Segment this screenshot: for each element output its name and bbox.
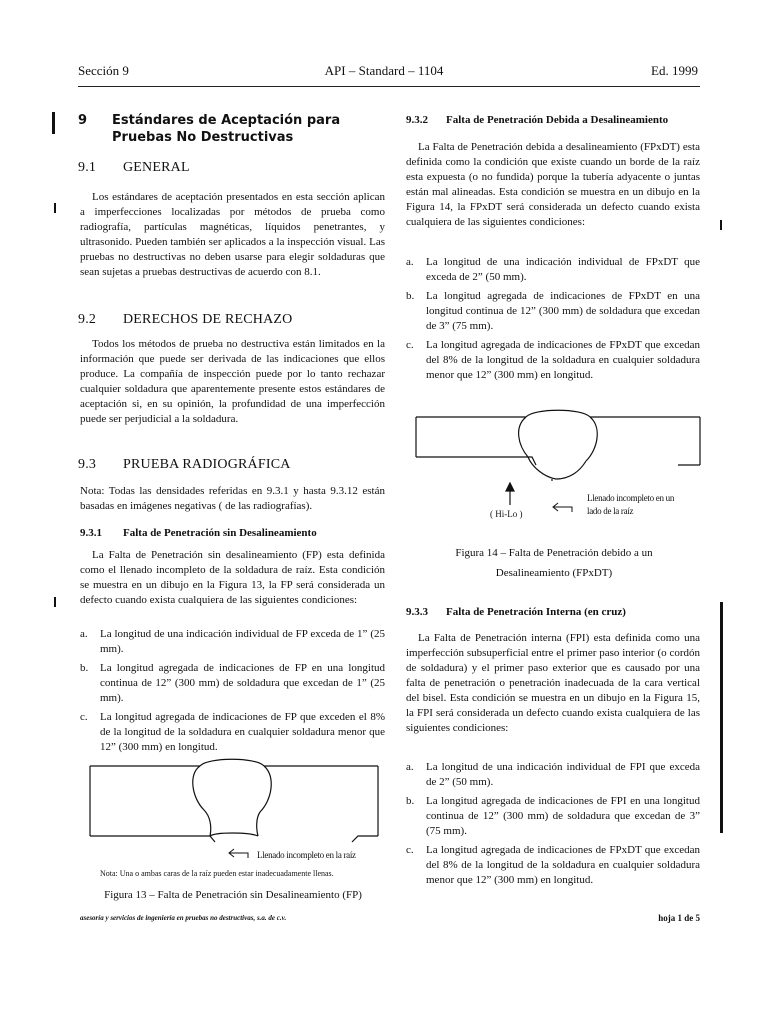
s932-text: La Falta de Penetración debida a desalineamiento (FPxDT) esta definida como la condición que existe cuando un borde de la raíz esta expuesta (o no fundida) porque la tubería adyacente o juntas están mal alineadas. Esta condición se muestra en un dibujo en la Figura 14, la FPxDT será considerada un defecto cuando exista cualquiera de las siguientes condiciones: (406, 141, 700, 228)
fig14-caption (404, 543, 704, 583)
fig13-label: Llenado incompleto en la raíz (257, 850, 356, 860)
fig14-label-line-2: lado de la raíz (587, 506, 634, 516)
item-marker: a. (80, 628, 88, 640)
main-title-line-2: Pruebas No Destructivas (112, 130, 294, 145)
s91-title: GENERAL (123, 160, 190, 175)
item-marker: a. (406, 761, 414, 773)
list-item (406, 843, 700, 888)
list-item (406, 794, 700, 839)
revision-bar (720, 602, 723, 833)
list-item (80, 661, 385, 706)
s93-note-text: Nota: Todas las densidades referidas en 9.3.1 y hasta 9.3.12 están basadas en imágenes negativas ( de las radiografías). (80, 485, 385, 512)
item-marker: b. (406, 795, 415, 807)
main-title-line-1: Estándares de Aceptación para (112, 113, 341, 128)
item-text: La longitud agregada de indicaciones de FPI en una longitud continua de 12” (300 mm) de soldadura que excedan de 3” (75 mm). (426, 795, 700, 837)
s931-paragraph (80, 548, 385, 608)
s93-number: 9.3 (78, 457, 97, 472)
main-section-number: 9 (78, 113, 88, 128)
header-edition: Ed. 1999 (651, 63, 698, 78)
arrow-icon (229, 849, 248, 858)
s92-text: Todos los métodos de prueba no destructiva están limitados en la información que puede ser derivada de las indicaciones que ellos produce. La compañía de inspección puede por lo tanto rechazar cualquier soldadura que aparentemente presente estos estándares de aceptación si, en su opinión, la profundidad de una imperfección puede ser perjudicial a la soldadura. (80, 338, 385, 425)
fig14-label-line-1: Llenado incompleto en un (587, 493, 675, 503)
fig13-caption: Figura 13 – Falta de Penetración sin Desalineamiento (FP) (104, 889, 362, 901)
s93-note (80, 484, 385, 514)
revision-bar (720, 220, 722, 230)
s93-title: PRUEBA RADIOGRÁFICA (123, 457, 291, 472)
footer-company: asesoría y servicios de ingeniería en pruebas no destructivas, s.a. de c.v. (80, 914, 287, 922)
list-item (80, 627, 385, 657)
s933-number: 9.3.3 (406, 606, 428, 618)
revision-bar (54, 597, 56, 607)
list-item (406, 338, 700, 383)
s91-paragraph (80, 190, 385, 280)
s933-title: Falta de Penetración Interna (en cruz) (446, 606, 626, 618)
s932-title: Falta de Penetración Debida a Desalineamiento (446, 114, 669, 126)
list-item (406, 289, 700, 334)
s932-list (406, 255, 700, 387)
s933-text: La Falta de Penetración interna (FPI) esta definida como una imperfección subsuperficial entre el primer paso interior (o cordón de soldadura) y el primer paso exterior que es causado por una falta de penetración o penetración inadecuada de la cara vertical del bisel. Esta condición se muestra en un dibujo en la Figura 15, la FPI será considerada un defecto cuando exista cualquiera de las siguientes condiciones: (406, 632, 700, 734)
item-text: La longitud agregada de indicaciones de FP que exceden el 8% de la longitud de la soldadura en cualquier soldadura menor que 12” (300 mm) en longitud. (100, 711, 385, 753)
item-marker: c. (406, 844, 414, 856)
fig14-caption-line-1: Figura 14 – Falta de Penetración debido a un (455, 547, 653, 559)
item-text: La longitud de una indicación individual de FP exceda de 1” (25 mm). (100, 628, 385, 655)
fig14-caption-line-2: Desalineamiento (FPxDT) (495, 567, 613, 579)
fig14-label (587, 492, 674, 518)
s931-number: 9.3.1 (80, 527, 102, 539)
s933-list (406, 760, 700, 892)
list-item (80, 710, 385, 755)
up-arrow-icon (506, 483, 514, 491)
s92-number: 9.2 (78, 312, 97, 327)
item-marker: b. (406, 290, 415, 302)
item-marker: b. (80, 662, 89, 674)
header-section: Sección 9 (78, 63, 129, 78)
footer-page: hoja 1 de 5 (658, 913, 700, 923)
item-marker: c. (406, 339, 414, 351)
s931-list (80, 627, 385, 759)
header-title: API – Standard – 1104 (324, 63, 444, 78)
list-item (406, 255, 700, 285)
item-text: La longitud agregada de indicaciones de FPxDT que excedan del 8% de la longitud de la soldadura en cualquier soldadura menor que 12” (300 mm) en longitud. (426, 339, 700, 381)
item-text: La longitud de una indicación individual de FPxDT que exceda de 2” (50 mm). (426, 256, 700, 283)
s92-paragraph (80, 337, 385, 427)
s92-title: DERECHOS DE RECHAZO (123, 312, 293, 327)
revision-bar (54, 203, 56, 213)
item-text: La longitud de una indicación individual de FPI que exceda de 2” (50 mm). (426, 761, 700, 788)
s932-number: 9.3.2 (406, 114, 428, 126)
item-text: La longitud agregada de indicaciones de FPxDT en una longitud continua de 12” (300 mm) de soldadura que excedan de 3” (75 mm). (426, 290, 700, 332)
main-section-title (112, 112, 392, 146)
revision-bar (52, 112, 55, 134)
header-rule (78, 86, 700, 87)
item-marker: c. (80, 711, 88, 723)
s91-text: Los estándares de aceptación presentados en esta sección aplican a imperfecciones localizadas por métodos de prueba como radiografía, partículas magnéticas, líquidos penetrantes, y ultrasonido. Pueden también ser aplicados a la inspección visual. Las pruebas no destructivas no deben usarse para elegir soldaduras que sean sujetas a pruebas destructivas de acuerdo con 8.1. (80, 191, 385, 278)
s932-paragraph (406, 140, 700, 230)
list-item (406, 760, 700, 790)
s931-text: La Falta de Penetración sin desalineamiento (FP) esta definida como el llenado incompleto de la soldadura de raíz. Esta condición se muestra en un dibujo en la Figura 13, la FP será considerada un defecto cuando exista cualquiera de las siguientes condiciones: (80, 549, 385, 606)
fig13-note: Nota: Una o ambas caras de la raíz pueden estar inadecuadamente llenas. (100, 869, 334, 878)
item-marker: a. (406, 256, 414, 268)
s933-paragraph (406, 631, 700, 736)
s91-number: 9.1 (78, 160, 97, 175)
figure-13-drawing (88, 754, 388, 864)
item-text: La longitud agregada de indicaciones de FPxDT que excedan del 8% de la longitud de la soldadura en cualquier soldadura menor que 12” (300 mm) en longitud. (426, 844, 700, 886)
s931-title: Falta de Penetración sin Desalineamiento (123, 527, 317, 539)
arrow-icon (553, 503, 572, 512)
item-text: La longitud agregada de indicaciones de FP en una longitud continua de 12” (300 mm) de soldadura que excedan de 1” (25 mm). (100, 662, 385, 704)
fig14-hilo-label: ( Hi-Lo ) (490, 509, 523, 519)
